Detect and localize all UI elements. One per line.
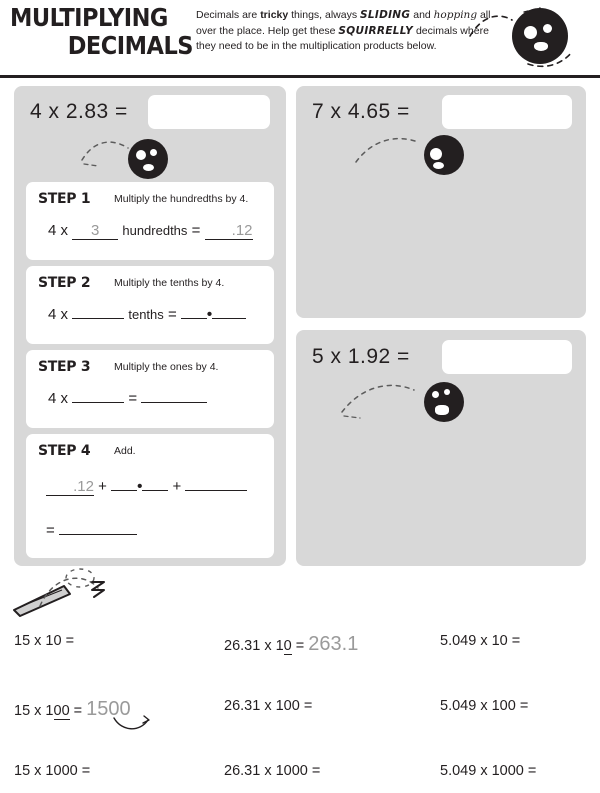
left-problem-expression: 4 x 2.83 = (30, 100, 128, 123)
step-card-3 (26, 350, 274, 428)
step-2-decimal-point: • (206, 306, 213, 323)
exercise-1-3-pre: 15 x 1000 = (14, 763, 91, 779)
right-problem-1-expression: 7 x 4.65 = (312, 100, 410, 123)
step-3-instruction: Multiply the ones by 4. (114, 361, 219, 373)
exercise-3-3-pre: 5.049 x 1000 = (440, 763, 537, 779)
exercise-2-1[interactable] (224, 633, 358, 656)
step-3-equals: = (128, 390, 138, 407)
step-2-label: STEP 2 (38, 275, 91, 291)
mascot-eye-left (106, 600, 117, 611)
squiggle-icon (88, 578, 110, 600)
step-1-work-prefix: 4 x (48, 222, 69, 239)
step-card-2 (26, 266, 274, 344)
exercise-3-2-pre: 5.049 x 100 = (440, 698, 529, 714)
exercise-1-2-pre: 15 x 1 (14, 703, 54, 719)
mascot-mouth (433, 162, 444, 169)
step-4-addend-2a[interactable] (111, 490, 137, 491)
step-3-work (48, 390, 207, 407)
step-4-plus-1: + (98, 478, 107, 495)
hop-arrow-icon-1 (112, 714, 156, 736)
page-header (0, 0, 600, 78)
step-2-answer-blank-b[interactable] (212, 318, 246, 319)
exercise-3-2[interactable] (440, 698, 528, 714)
intro-prefix: Decimals are (196, 9, 261, 21)
page-title (10, 4, 195, 60)
exercise-2-1-answer[interactable]: 263.1 (308, 633, 359, 655)
mascot-mouth (435, 405, 449, 415)
title-line-2: DECIMALS (67, 31, 193, 60)
step-3-answer-blank[interactable] (141, 402, 207, 403)
exercise-2-3-pre: 26.31 x 1000 = (224, 763, 321, 779)
exercise-2-1-underlined-zeros: 0 (283, 638, 292, 654)
step-card-4 (26, 434, 274, 558)
exercise-3-1-pre: 5.049 x 10 = (440, 633, 521, 649)
step-2-work-prefix: 4 x (48, 306, 69, 323)
exercise-1-2-answer[interactable]: 1500 (86, 698, 131, 720)
intro-suffix: decimals where they need to be in the multiplication products below. (196, 24, 489, 52)
title-line-1: MULTIPLYING (10, 3, 168, 32)
exercise-1-3[interactable] (14, 763, 90, 779)
mascot-blob-right-2 (424, 382, 464, 422)
mascot-eye-right (122, 598, 130, 606)
mascot-mouth (143, 164, 154, 171)
mascot-eye-left (430, 148, 442, 160)
exercise-3-1[interactable] (440, 633, 520, 649)
mascot-blob-right-1 (424, 135, 464, 175)
step-4-addend-2b[interactable] (142, 490, 168, 491)
exercise-1-2-underlined-zeros: 00 (53, 703, 70, 719)
mascot-eye-left (432, 391, 439, 398)
mascot-eye-right (444, 389, 450, 395)
intro-mid-3: all over the place. Help get these (196, 9, 491, 37)
step-4-total-blank[interactable] (59, 534, 137, 535)
mascot-mouth (112, 616, 125, 624)
step-1-equals: = (191, 222, 201, 239)
intro-bold-tricky: tricky (260, 9, 289, 21)
header-dash-trail (468, 6, 578, 72)
step-card-1 (26, 182, 274, 260)
exercise-2-2-pre: 26.31 x 100 = (224, 698, 313, 714)
step-4-instruction: Add. (114, 445, 136, 457)
exercise-1-1[interactable] (14, 633, 74, 649)
step-2-equals: = (167, 306, 177, 323)
step-1-work (48, 222, 253, 240)
mascot-eye-right (150, 149, 157, 156)
exercise-2-1-post: = (291, 638, 305, 654)
step-2-instruction: Multiply the tenths by 4. (114, 277, 225, 289)
step-1-answer-blank[interactable]: .12 (205, 222, 253, 240)
step-4-addend-1[interactable]: .12 (46, 478, 94, 496)
step-4-equals: = (46, 522, 55, 539)
intro-bold-sliding: SLIDING (360, 9, 411, 21)
exercise-1-2-post: = (69, 703, 83, 719)
mascot-blob-left-panel (128, 139, 168, 179)
step-1-value-blank[interactable]: 3 (72, 222, 118, 240)
step-4-plus-2: + (172, 478, 182, 495)
step-4-addend-3[interactable] (185, 490, 247, 491)
intro-mid-1: things, always (288, 9, 361, 21)
step-4-decimal-point: • (137, 478, 143, 495)
step-3-label: STEP 3 (38, 359, 91, 375)
step-4-work-row-1 (46, 478, 247, 496)
intro-bold-squirrelly: SQUIRRELLY (338, 24, 414, 37)
intro-bold-hopping: hopping (433, 9, 478, 21)
exercise-2-2[interactable] (224, 698, 312, 714)
right-problem-2-expression: 5 x 1.92 = (312, 345, 410, 368)
step-3-work-prefix: 4 x (48, 390, 69, 407)
exercise-2-1-pre: 26.31 x 1 (224, 638, 284, 654)
step-4-work-row-2 (46, 522, 137, 539)
left-problem-answer-box[interactable] (148, 95, 270, 129)
mascot-eye-left (136, 150, 146, 160)
exercise-3-3[interactable] (440, 763, 536, 779)
step-3-value-blank[interactable] (72, 402, 124, 403)
exercise-2-3[interactable] (224, 763, 320, 779)
right-problem-2-answer-box[interactable] (442, 340, 572, 374)
step-1-unit: hundredths (122, 223, 188, 238)
step-2-unit: tenths (128, 307, 164, 322)
step-4-label: STEP 4 (38, 443, 91, 459)
exercise-1-1-text: 15 x 10 = (14, 633, 75, 649)
step-2-answer-blank-a[interactable] (181, 318, 207, 319)
right-problem-1-answer-box[interactable] (442, 95, 572, 129)
step-1-label: STEP 1 (38, 191, 91, 207)
intro-paragraph (196, 8, 496, 55)
step-2-work (48, 306, 246, 323)
step-1-instruction: Multiply the hundredths by 4. (114, 193, 249, 205)
intro-mid-2: and (410, 9, 434, 21)
step-2-value-blank[interactable] (72, 318, 124, 319)
